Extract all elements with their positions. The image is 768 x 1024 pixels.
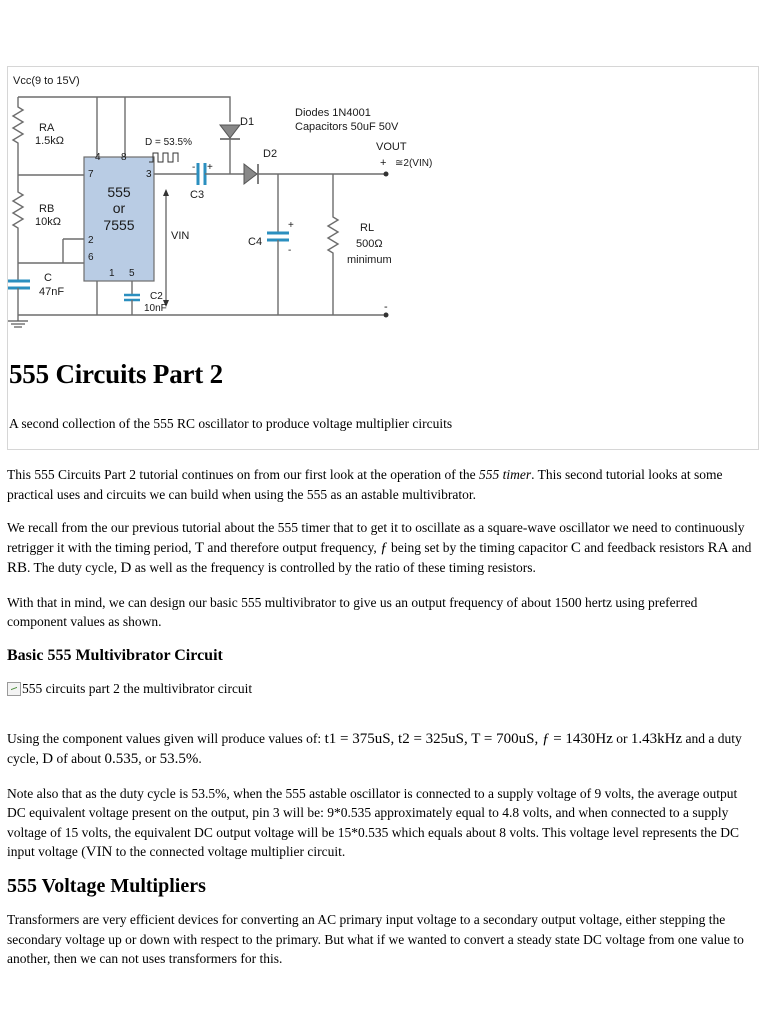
value-f: = 1430Hz bbox=[549, 730, 613, 747]
heading-basic-multivibrator: Basic 555 Multivibrator Circuit bbox=[7, 646, 223, 664]
rb-name: RB bbox=[39, 203, 55, 215]
c4-label: C4 bbox=[248, 236, 263, 248]
vin-label: VIN bbox=[171, 230, 190, 242]
image-alt-text: 555 circuits part 2 the multivibrator circuit bbox=[22, 681, 253, 696]
page-tagline: A second collection of the 555 RC oscillator to produce voltage multiplier circuits bbox=[9, 416, 453, 431]
diodes-note: Diodes 1N4001 bbox=[295, 107, 371, 119]
text-run: This 555 Circuits Part 2 tutorial continues on from our first look at the operation of the bbox=[7, 467, 480, 482]
symbol-C: C bbox=[570, 539, 581, 556]
text-run: and a duty cycle, bbox=[7, 730, 742, 766]
text-run: to the connected voltage multiplier circuit. bbox=[112, 844, 346, 859]
text-run: and feedback resistors bbox=[580, 539, 708, 555]
rl-value: 500Ω bbox=[356, 238, 383, 250]
ra-name: RA bbox=[39, 122, 55, 134]
text-run: being set by the timing capacitor bbox=[387, 539, 571, 555]
value-khz: 1.43kHz bbox=[630, 730, 683, 747]
pin-5: 5 bbox=[129, 268, 135, 279]
symbol-f: ƒ bbox=[380, 539, 388, 556]
text-run: or bbox=[612, 730, 631, 746]
text-run: . bbox=[198, 751, 202, 766]
text-run: Using the component values given will produce values of: bbox=[7, 730, 325, 746]
vout-equation: ≅2(VIN) bbox=[395, 158, 433, 169]
value-t2: t2 = 325uS, bbox=[398, 730, 472, 747]
rb-value: 10kΩ bbox=[35, 216, 61, 228]
text-run: of about bbox=[53, 751, 105, 766]
text-run: We recall from the our previous tutorial about the 555 timer that to get it to oscillate as a square-wave oscillator we need to continuously retrigger it with the timing period, bbox=[7, 520, 745, 555]
c3-minus: - bbox=[192, 162, 196, 173]
duty-label: D = 53.5% bbox=[145, 137, 192, 148]
c3-label: C3 bbox=[190, 189, 205, 201]
symbol-D: D bbox=[42, 751, 54, 767]
pin-6: 6 bbox=[88, 252, 94, 263]
c2-name: C2 bbox=[150, 291, 163, 302]
values-paragraph bbox=[7, 729, 757, 770]
pin-3: 3 bbox=[146, 169, 152, 180]
pin-1: 1 bbox=[109, 268, 115, 279]
broken-image-icon bbox=[7, 682, 21, 696]
pin-7: 7 bbox=[88, 169, 94, 180]
pin-8: 8 bbox=[121, 152, 127, 163]
link-555-timer[interactable]: 555 timer bbox=[479, 467, 532, 482]
page-title: 555 Circuits Part 2 bbox=[9, 359, 223, 389]
ic-line2: or bbox=[112, 200, 126, 216]
ic-line3: 7555 bbox=[103, 217, 135, 233]
multivibrator-image bbox=[7, 679, 252, 699]
value-T: T = 700uS, bbox=[471, 730, 542, 747]
symbol-RB: RB bbox=[7, 560, 28, 576]
symbol-RA: RA bbox=[707, 539, 729, 556]
c2-value: 10nF bbox=[144, 303, 167, 314]
pin-2: 2 bbox=[88, 235, 94, 246]
circuit-schematic bbox=[8, 67, 433, 337]
c4-plus: + bbox=[288, 220, 294, 231]
c-value: 47nF bbox=[39, 286, 65, 298]
c4-minus: - bbox=[288, 245, 292, 256]
vout-label: VOUT bbox=[376, 141, 407, 153]
pin-4: 4 bbox=[95, 152, 101, 163]
timing-paragraph bbox=[7, 518, 757, 579]
transformer-paragraph: Transformers are very efficient devices for converting an AC primary input voltage to a secondary output voltage, either stepping the secondary voltage up or down with respect to the primary. But what if we wanted to convert a steady state DC voltage from one value to another, then we can not uses transformers for this. bbox=[7, 912, 744, 966]
c-name: C bbox=[44, 272, 52, 284]
design-paragraph: With that in mind, we can design our basic 555 multivibrator to give us an output frequency of about 1500 hertz using preferred component values as shown. bbox=[7, 594, 698, 629]
value-t1: t1 = 375uS, bbox=[324, 730, 399, 747]
heading-voltage-multipliers: 555 Voltage Multipliers bbox=[7, 874, 206, 897]
text-run: . The duty cycle, bbox=[27, 560, 121, 575]
text-run: Note also that as the duty cycle is 53.5%, when the 555 astable oscillator is connected to a supply voltage of 9 volts, the average output DC equivalent voltage present on the output, pin 3 will be: 9*0.535 approximately equal to 4.8 volts, and when connected to a supply voltage of 15 volts, the equivalent DC output voltage will be 15*0.535 which equals about 8 volts. This voltage level represents the DC input voltage ( bbox=[7, 785, 739, 859]
text-run: and therefore output frequency, bbox=[204, 539, 381, 555]
text-run: and bbox=[728, 539, 752, 555]
symbol-vin: VIN bbox=[85, 844, 113, 860]
hero-banner bbox=[7, 66, 759, 450]
caps-note: Capacitors 50uF 50V bbox=[295, 121, 399, 133]
ra-value: 1.5kΩ bbox=[35, 135, 65, 147]
article-body bbox=[7, 465, 757, 983]
ic-line1: 555 bbox=[107, 184, 131, 200]
vcc-label: Vcc(9 to 15V) bbox=[13, 75, 80, 87]
duty-note-paragraph bbox=[7, 784, 757, 863]
intro-paragraph bbox=[7, 465, 757, 504]
rl-note: minimum bbox=[347, 254, 392, 266]
value-duty-ratio: 0.535 bbox=[104, 751, 139, 767]
vout-minus: - bbox=[384, 301, 388, 313]
symbol-D: D bbox=[120, 560, 132, 576]
text-run: , or bbox=[138, 751, 160, 766]
vout-plus: + bbox=[380, 157, 387, 169]
d1-label: D1 bbox=[240, 116, 255, 128]
text-run: as well as the frequency is controlled by the ratio of these timing resistors. bbox=[131, 560, 536, 575]
text-run: . This second tutorial looks at some practical uses and circuits we can build when using the 555 as an astable multivibrator. bbox=[7, 467, 723, 502]
symbol-f: ƒ bbox=[541, 730, 550, 747]
d2-label: D2 bbox=[263, 148, 278, 160]
rl-name: RL bbox=[360, 222, 375, 234]
c3-plus: + bbox=[207, 162, 213, 173]
value-duty-percent: 53.5% bbox=[159, 751, 199, 767]
symbol-T: T bbox=[194, 539, 205, 556]
